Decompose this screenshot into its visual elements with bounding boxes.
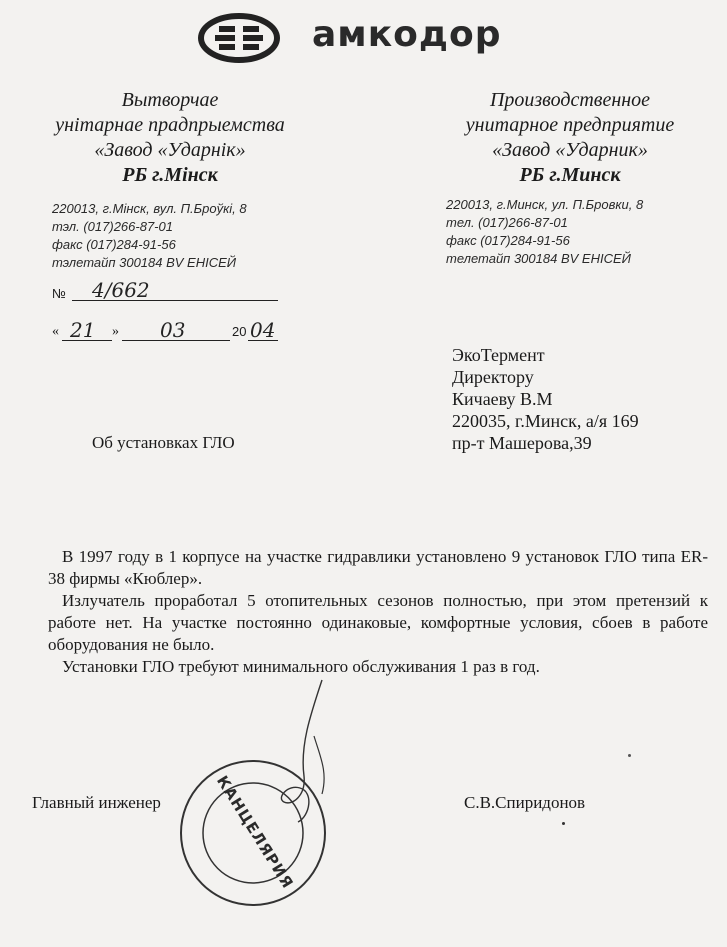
left-org-line: РБ г.Мінск <box>122 164 218 186</box>
signer-name: С.В.Спиридонов <box>464 793 586 812</box>
recipient-line: Директору <box>452 367 534 387</box>
signer-position: Главный инженер <box>32 793 161 812</box>
date-close-quote: » <box>112 324 119 339</box>
right-org-line: унитарное предприятие <box>465 114 675 136</box>
right-contact-line: тел. (017)266-87-01 <box>446 215 568 230</box>
right-contact-line: 220013, г.Минск, ул. П.Бровки, 8 <box>446 197 644 212</box>
stamp-center-text: КАНЦЕЛЯРИЯ <box>213 772 298 893</box>
reference-date <box>52 320 292 344</box>
date-year-suffix: 04 <box>250 318 276 342</box>
date-day: 21 <box>70 318 96 342</box>
scan-speck <box>628 754 631 757</box>
right-org-line: «Завод «Ударник» <box>492 139 648 161</box>
brand-name: амкодор <box>312 14 502 55</box>
left-contact-line: тэл. (017)266-87-01 <box>52 219 173 234</box>
body-paragraph: Установки ГЛО требуют минимального обслуживания 1 раз в год. <box>62 657 540 676</box>
right-contact-line: факс (017)284-91-56 <box>446 233 570 248</box>
right-org-name <box>420 88 720 188</box>
recipient-block <box>452 344 712 454</box>
left-contact-line: факс (017)284-91-56 <box>52 237 176 252</box>
date-open-quote: « <box>52 324 59 339</box>
right-org-line: РБ г.Минск <box>519 164 621 186</box>
reference-number <box>52 278 280 302</box>
right-contacts <box>446 196 716 268</box>
left-org-line: унітарнае прадпрыемства <box>55 114 285 136</box>
date-year-prefix: 20 <box>232 324 247 339</box>
number-label: № <box>52 286 66 301</box>
recipient-line: 220035, г.Минск, а/я 169 <box>452 411 639 431</box>
body-paragraph: В 1997 году в 1 корпусе на участке гидравлики установлено 9 установок ГЛО типа ER-38 фирмы «Кюблер». <box>48 547 708 588</box>
number-value: 4/662 <box>92 278 150 302</box>
recipient-line: пр-т Машерова,39 <box>452 433 592 453</box>
left-contact-line: 220013, г.Мінск, вул. П.Броўкі, 8 <box>52 201 247 216</box>
recipient-line: ЭкоТермент <box>452 345 545 365</box>
recipient-line: Кичаеву В.М <box>452 389 553 409</box>
left-org-line: Вытворчае <box>121 89 219 111</box>
left-org-line: «Завод «Ударнік» <box>94 139 246 161</box>
scan-speck <box>562 822 565 825</box>
body-paragraph: Излучатель проработал 5 отопительных сезонов полностью, при этом претензий к работе нет. На участке постоянно одинаковые, комфортные условия, сбоев в работе оборудования не было. <box>48 591 708 654</box>
letter-body <box>48 546 708 678</box>
brand-logo <box>197 12 527 64</box>
subject-line: Об установках ГЛО <box>92 433 235 452</box>
left-contact-line: тэлетайп 300184 BV ЕНІСЕЙ <box>52 255 237 270</box>
left-contacts <box>52 200 322 272</box>
right-org-line: Производственное <box>489 89 651 111</box>
amkodor-logo-icon <box>197 12 281 64</box>
left-org-name <box>20 88 320 188</box>
date-month: 03 <box>160 318 186 342</box>
official-stamp <box>178 758 328 908</box>
right-contact-line: телетайп 300184 BV ЕНІСЕЙ <box>446 251 631 266</box>
